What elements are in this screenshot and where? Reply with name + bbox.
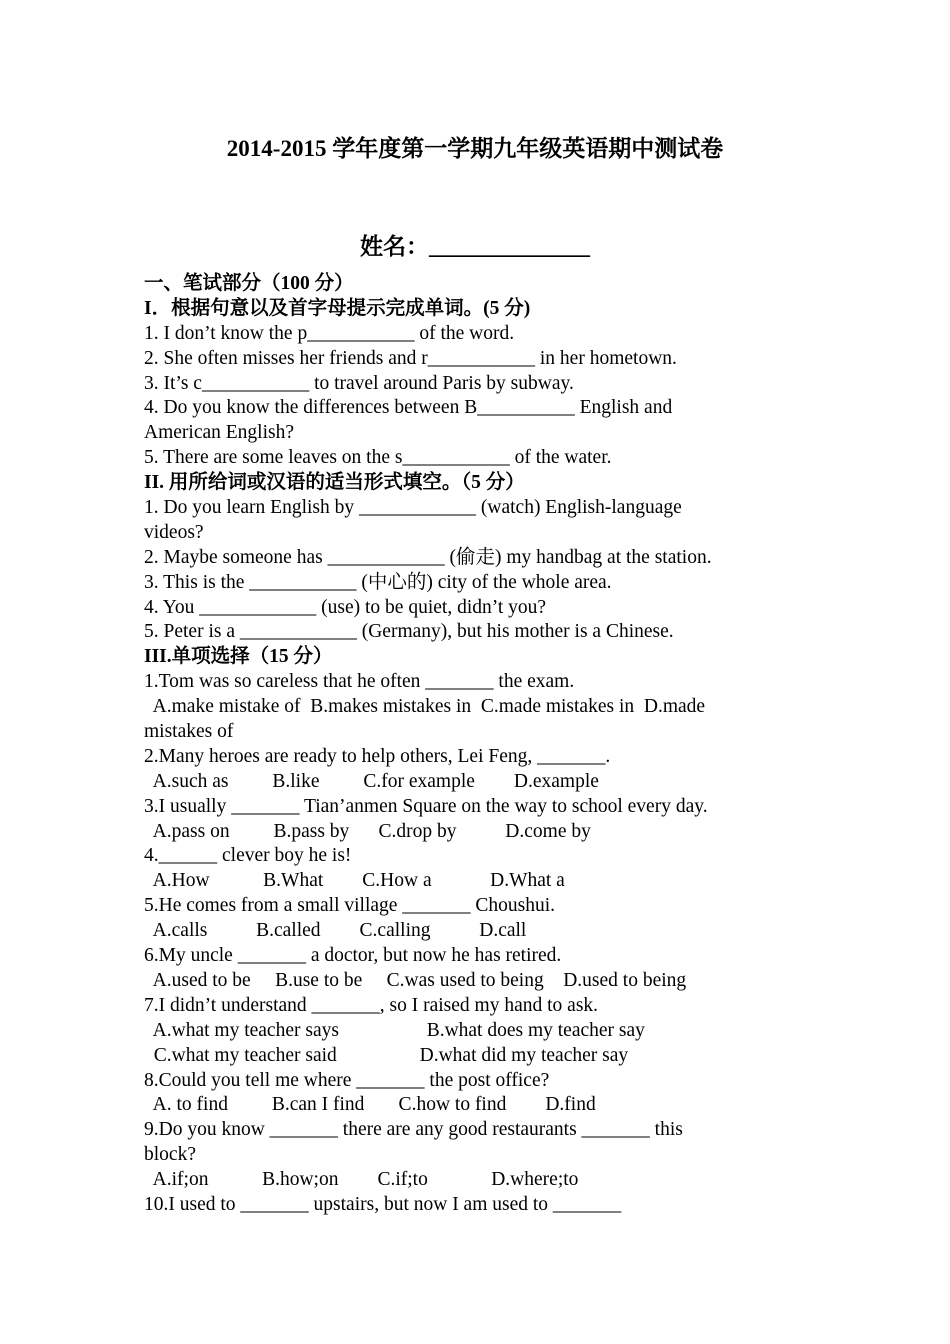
- section-heading: III.单项选择（15 分）: [144, 646, 333, 668]
- exam-line: 4. You ____________ (use) to be quiet, didn’t you?: [144, 596, 547, 618]
- exam-line: 1. Do you learn English by ____________ (watch) English-language: [144, 497, 682, 519]
- section-heading: 一、笔试部分（100 分）: [144, 273, 354, 294]
- name-label: 姓名：: [360, 234, 429, 259]
- exam-line: C.what my teacher said D.what did my teacher say: [144, 1044, 629, 1066]
- exam-line: A.used to be B.use to be C.was used to being D.used to being: [144, 969, 687, 991]
- exam-line: 6.My uncle _______ a doctor, but now he has retired.: [144, 945, 562, 967]
- name-field-line: [0, 230, 950, 264]
- exam-line: 1. I don’t know the p___________ of the word.: [144, 322, 515, 344]
- exam-line: A.if;on B.how;on C.if;to D.where;to: [144, 1169, 579, 1191]
- exam-line: A.what my teacher says B.what does my teacher say: [144, 1019, 645, 1041]
- exam-line: A.How B.What C.How a D.What a: [144, 870, 565, 892]
- exam-line: 2.Many heroes are ready to help others, Lei Feng, _______.: [144, 745, 611, 767]
- section-heading: I．根据句意以及首字母提示完成单词。(5 分): [144, 297, 531, 319]
- exam-line: 3.I usually _______ Tian’anmen Square on the way to school every day.: [144, 795, 708, 817]
- exam-line: 3. It’s c___________ to travel around Paris by subway.: [144, 372, 574, 394]
- exam-line: 4. Do you know the differences between B__________ English and: [144, 397, 673, 419]
- exam-line: videos?: [144, 521, 204, 543]
- exam-line: A.make mistake of B.makes mistakes in C.made mistakes in D.made: [144, 696, 706, 718]
- exam-line: 3. This is the ___________ (中心的) city of the whole area.: [144, 571, 612, 593]
- exam-line: 4.______ clever boy he is!: [144, 845, 352, 867]
- exam-line: 10.I used to _______ upstairs, but now I am used to _______: [144, 1193, 622, 1215]
- page-title: 2014-2015 学年度第一学期九年级英语期中测试卷: [226, 136, 724, 161]
- exam-line: American English?: [144, 422, 294, 444]
- section-heading: II. 用所给词或汉语的适当形式填空。（5 分）: [144, 472, 525, 494]
- exam-line: A.calls B.called C.calling D.call: [144, 920, 527, 942]
- exam-line: A.such as B.like C.for example D.example: [144, 770, 599, 792]
- exam-line: 2. Maybe someone has ____________ (偷走) my handbag at the station.: [144, 546, 712, 568]
- exam-line: A. to find B.can I find C.how to find D.find: [144, 1094, 596, 1116]
- exam-content: [144, 272, 804, 1218]
- exam-line: 2. She often misses her friends and r___________ in her hometown.: [144, 347, 677, 369]
- exam-line: 1.Tom was so careless that he often _______ the exam.: [144, 671, 575, 693]
- exam-line: 9.Do you know _______ there are any good restaurants _______ this: [144, 1119, 683, 1141]
- exam-line: 8.Could you tell me where _______ the post office?: [144, 1069, 550, 1091]
- exam-line: 5. There are some leaves on the s___________ of the water.: [144, 447, 612, 469]
- exam-line: mistakes of: [144, 721, 234, 743]
- exam-line: block?: [144, 1144, 196, 1166]
- exam-line: 7.I didn’t understand _______, so I raised my hand to ask.: [144, 994, 599, 1016]
- exam-line: 5. Peter is a ____________ (Germany), but his mother is a Chinese.: [144, 621, 674, 643]
- exam-line: A.pass on B.pass by C.drop by D.come by: [144, 820, 591, 842]
- exam-line: 5.He comes from a small village _______ Choushui.: [144, 895, 556, 917]
- name-blank: ______________: [429, 234, 590, 259]
